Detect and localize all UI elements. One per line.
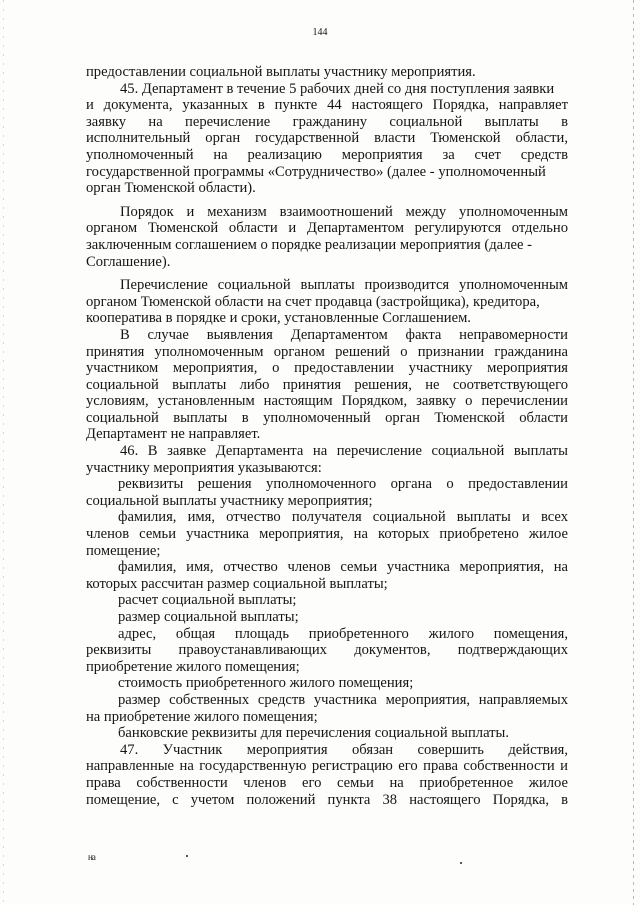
text-line: на приобретение жилого помещения; bbox=[86, 708, 318, 725]
text-line: заявку на перечисление гражданину социальной выплаты в bbox=[86, 113, 568, 130]
text-line: принятия уполномоченным органом решений о признании гражданина bbox=[86, 343, 568, 360]
page-number: 144 bbox=[312, 27, 328, 38]
text-line: реквизиты решения уполномоченного органа о предоставлении bbox=[118, 476, 568, 493]
text-line: приобретение жилого помещения; bbox=[86, 658, 300, 675]
text-line: условиям, установленным настоящим Порядком, заявку о перечислении bbox=[86, 393, 568, 410]
text-line: фамилия, имя, отчество получателя социальной выплаты и всех bbox=[118, 509, 568, 526]
text-line: помещение; bbox=[86, 542, 161, 559]
text-line: 46. В заявке Департамента на перечисление социальной выплаты bbox=[120, 443, 568, 460]
text-line: государственной программы «Сотрудничество» (далее - уполномоченный bbox=[86, 163, 546, 180]
text-line: социальной выплаты либо принятия решения, не соответствующего bbox=[86, 376, 568, 393]
text-line: В случае выявления Департаментом факта неправомерности bbox=[120, 326, 568, 343]
text-line: размер собственных средств участника мероприятия, направляемых bbox=[118, 691, 568, 708]
text-line: Перечисление социальной выплаты производится уполномоченным bbox=[120, 277, 568, 294]
text-line: Порядок и механизм взаимоотношений между уполномоченным bbox=[120, 203, 568, 220]
text-line: помещение, с учетом положений пункта 38 настоящего Порядка, в bbox=[86, 791, 568, 808]
text-line: адрес, общая площадь приобретенного жилого помещения, bbox=[118, 625, 568, 642]
scan-edge-left bbox=[3, 0, 4, 905]
text-line: реквизиты правоустанавливающих документов, подтверждающих bbox=[86, 642, 568, 659]
text-line: банковские реквизиты для перечисления социальной выплаты. bbox=[118, 725, 509, 742]
document-body bbox=[86, 64, 568, 808]
text-line: Соглашение). bbox=[86, 253, 171, 270]
text-line: членов семьи участника мероприятия, на которых приобретено жилое bbox=[86, 526, 568, 543]
text-line: размер социальной выплаты; bbox=[118, 609, 299, 625]
text-line: 47. Участник мероприятия обязан совершить действия, bbox=[120, 741, 568, 758]
scan-edge-right bbox=[633, 0, 634, 905]
text-line: исполнительный орган государственной власти Тюменской области, bbox=[86, 130, 568, 147]
text-line: стоимость приобретенного жилого помещения; bbox=[118, 675, 414, 692]
text-line: уполномоченный на реализацию мероприятия за счет средств bbox=[86, 146, 568, 163]
text-line: фамилия, имя, отчество членов семьи участника мероприятия, на bbox=[118, 559, 568, 576]
text-line: социальной выплаты в уполномоченный орган Тюменской области bbox=[86, 409, 568, 426]
text-line: предоставлении социальной выплаты участнику мероприятия. bbox=[86, 64, 476, 80]
text-line: права собственности членов его семьи на приобретенное жилое bbox=[86, 774, 568, 791]
text-line: орган Тюменской области). bbox=[86, 180, 256, 197]
text-line: участнику мероприятия указываются: bbox=[86, 459, 322, 476]
text-line: и документа, указанных в пункте 44 настоящего Порядка, направляет bbox=[86, 97, 568, 114]
text-line: участником мероприятия, о предоставлении участнику мероприятия bbox=[86, 360, 568, 377]
text-line: которых рассчитан размер социальной выплаты; bbox=[86, 575, 388, 592]
text-line: кооператива в порядке и сроки, установленные Соглашением. bbox=[86, 310, 471, 327]
footer-mark: на bbox=[88, 852, 95, 862]
text-line: социальной выплаты участнику мероприятия; bbox=[86, 492, 373, 509]
text-line: Департамент не направляет. bbox=[86, 426, 261, 443]
text-line: направленные на государственную регистрацию его права собственности и bbox=[86, 758, 568, 775]
text-line: заключенным соглашением о порядке реализации мероприятия (далее - bbox=[86, 236, 532, 253]
scan-speck bbox=[186, 855, 188, 857]
scan-speck bbox=[460, 862, 462, 864]
text-line: органом Тюменской области и Департаментом регулируются отдельно bbox=[86, 220, 568, 237]
text-line: органом Тюменской области на счет продавца (застройщика), кредитора, bbox=[86, 293, 540, 310]
text-line: 45. Департамент в течение 5 рабочих дней со дня поступления заявки bbox=[120, 80, 555, 97]
text-line: расчет социальной выплаты; bbox=[118, 592, 297, 609]
